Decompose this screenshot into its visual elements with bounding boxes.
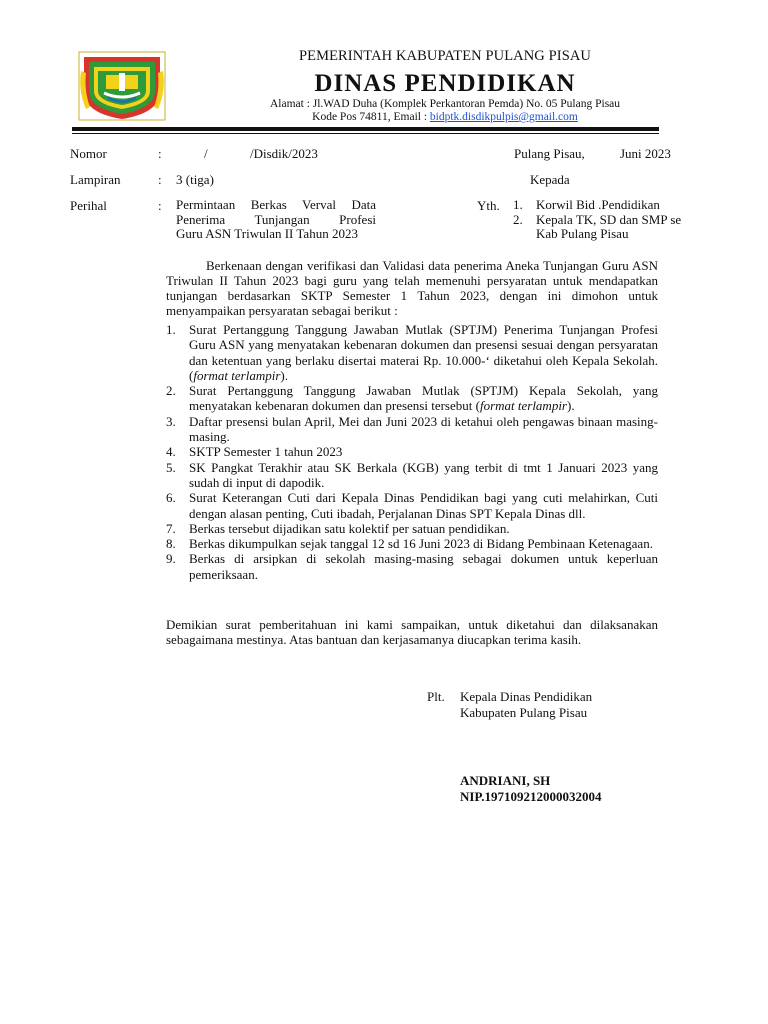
postal-code: Kode Pos 74811, Email : bbox=[312, 111, 430, 123]
perihal-line: Guru ASN Triwulan II Tahun 2023 bbox=[176, 226, 358, 241]
item-text: SK Pangkat Terakhir atau SK Berkala (KGB) yang terbit di tmt 1 Januari 2023 yang sudah di input di dapodik. bbox=[189, 459, 658, 490]
item-italic: format terlampir bbox=[193, 367, 281, 383]
plt-label: Plt. bbox=[427, 689, 445, 704]
lampiran-value: 3 (tiga) bbox=[176, 172, 214, 187]
signatory-title-line: Kepala Dinas Pendidikan bbox=[460, 689, 593, 704]
item-text: Surat Pertanggung Tanggung Jawaban Mutlak (SPTJM) Kepala Sekolah, yang menyatakan kebenaran dokumen dan presensi tersebut ( bbox=[189, 383, 658, 414]
perihal-subject bbox=[176, 198, 376, 242]
item-number: 8. bbox=[166, 536, 176, 552]
nomor-value: /Disdik/2023 bbox=[250, 146, 318, 161]
lampiran-label: Lampiran bbox=[70, 172, 121, 187]
item-number: 3. bbox=[166, 413, 176, 429]
list-item bbox=[166, 414, 658, 445]
list-item bbox=[166, 322, 658, 383]
nomor-colon: : bbox=[158, 146, 162, 161]
item-text: Surat Keterangan Cuti dari Kepala Dinas Pendidikan bagi yang cuti melahirkan, Cuti dengan alasan penting, Cuti ibadah, Perjalanan Dinas SPT Kepala Dinas dll. bbox=[189, 490, 658, 521]
letterhead-rule-thick bbox=[72, 127, 659, 131]
yth-label: Yth. bbox=[477, 198, 500, 213]
item-number: 2. bbox=[166, 383, 176, 399]
letterhead-rule-thin bbox=[72, 133, 659, 134]
item-text: Berkas di arsipkan di sekolah masing-masing sebagai dokumen untuk keperluan pemeriksaan. bbox=[189, 551, 658, 582]
list-item bbox=[513, 198, 703, 213]
perihal-line: Permintaan Berkas Verval Data bbox=[176, 197, 376, 212]
signatory-title-line: Kabupaten Pulang Pisau bbox=[460, 705, 588, 720]
perihal-line: Penerima Tunjangan Profesi bbox=[176, 211, 376, 227]
opening-paragraph bbox=[166, 258, 658, 318]
list-item bbox=[166, 460, 658, 491]
item-text: SKTP Semester 1 tahun 2023 bbox=[189, 444, 343, 460]
signatory-name: ANDRIANI, SH bbox=[460, 773, 551, 788]
item-italic: format terlampir bbox=[479, 398, 567, 414]
item-text-end: ). bbox=[280, 367, 288, 383]
signatory-nip: NIP.197109212000032004 bbox=[460, 789, 602, 804]
email-link[interactable]: bidptk.disdikpulpis@gmail.com bbox=[429, 111, 578, 123]
nomor-label: Nomor bbox=[70, 146, 107, 161]
item-text: Berkas tersebut dijadikan satu kolektif per satuan pendidikan. bbox=[189, 520, 510, 536]
recipient-list bbox=[513, 198, 703, 242]
agency-name: DINAS PENDIDIKAN bbox=[314, 70, 576, 97]
recipient-number: 2. bbox=[513, 211, 523, 227]
item-text-end: ). bbox=[567, 398, 575, 414]
item-number: 9. bbox=[166, 551, 176, 567]
list-item bbox=[166, 383, 658, 414]
item-number: 4. bbox=[166, 444, 176, 460]
government-name: PEMERINTAH KABUPATEN PULANG PISAU bbox=[298, 48, 592, 64]
list-item bbox=[166, 444, 658, 459]
letter-date: Juni 2023 bbox=[620, 146, 671, 161]
regency-emblem-icon bbox=[78, 51, 166, 121]
item-text: Surat Pertanggung Tanggung Jawaban Mutlak (SPTJM) Penerima Tunjangan Profesi Guru ASN yang menyatakan kebenaran dokumen dan presensi sesuai dengan persyaratan dan ketentuan yang berlaku disertai materai Rp. 10.000-‘ diketahui oleh Kepala Sekolah. ( bbox=[189, 322, 658, 383]
list-item bbox=[166, 490, 658, 521]
perihal-colon: : bbox=[158, 198, 162, 213]
perihal-label: Perihal bbox=[70, 198, 107, 213]
recipient-text: Kab Pulang Pisau bbox=[536, 226, 629, 241]
closing-paragraph: Demikian surat pemberitahuan ini kami sampaikan, untuk diketahui dan dilaksanakan sebagaimana mestinya. Atas bantuan dan kerjasamanya diucapkan terima kasih. bbox=[166, 617, 658, 647]
list-item bbox=[513, 213, 703, 242]
recipient-text: Kepala TK, SD dan SMP se bbox=[536, 211, 682, 227]
item-number: 6. bbox=[166, 490, 176, 506]
letter-place: Pulang Pisau, bbox=[514, 146, 585, 161]
item-number: 1. bbox=[166, 322, 176, 337]
opening-text: Berkenaan dengan verifikasi dan Validasi data penerima Aneka Tunjangan Guru ASN Triwulan II Tahun 2023 bagi guru yang telah memenuhi persyaratan untuk mendapatkan tunjangan berdasarkan SKTP Semester 1 Tahun 2023, dengan ini dimohon untuk menyampaikan persyaratan sebagai berikut : bbox=[166, 258, 658, 318]
list-item bbox=[166, 521, 658, 536]
requirements-list bbox=[166, 322, 658, 582]
postal-and-email bbox=[200, 111, 690, 124]
item-number: 7. bbox=[166, 520, 176, 536]
recipient-number: 1. bbox=[513, 197, 523, 212]
lampiran-colon: : bbox=[158, 172, 162, 187]
item-text: Berkas dikumpulkan sejak tanggal 12 sd 16 Juni 2023 di Bidang Pembinaan Ketenagaan. bbox=[189, 536, 653, 552]
agency-address: Alamat : Jl.WAD Duha (Komplek Perkantoran Pemda) No. 05 Pulang Pisau bbox=[269, 98, 621, 110]
item-text: Daftar presensi bulan April, Mei dan Juni 2023 di ketahui oleh pengawas binaan masing-masing. bbox=[189, 413, 658, 445]
signatory-title bbox=[460, 689, 592, 721]
item-number: 5. bbox=[166, 459, 176, 475]
list-item bbox=[166, 551, 658, 582]
list-item bbox=[166, 536, 658, 551]
recipient-text: Korwil Bid .Pendidikan bbox=[536, 197, 660, 212]
nomor-slash: / bbox=[204, 146, 208, 161]
kepada-label: Kepada bbox=[530, 172, 570, 187]
